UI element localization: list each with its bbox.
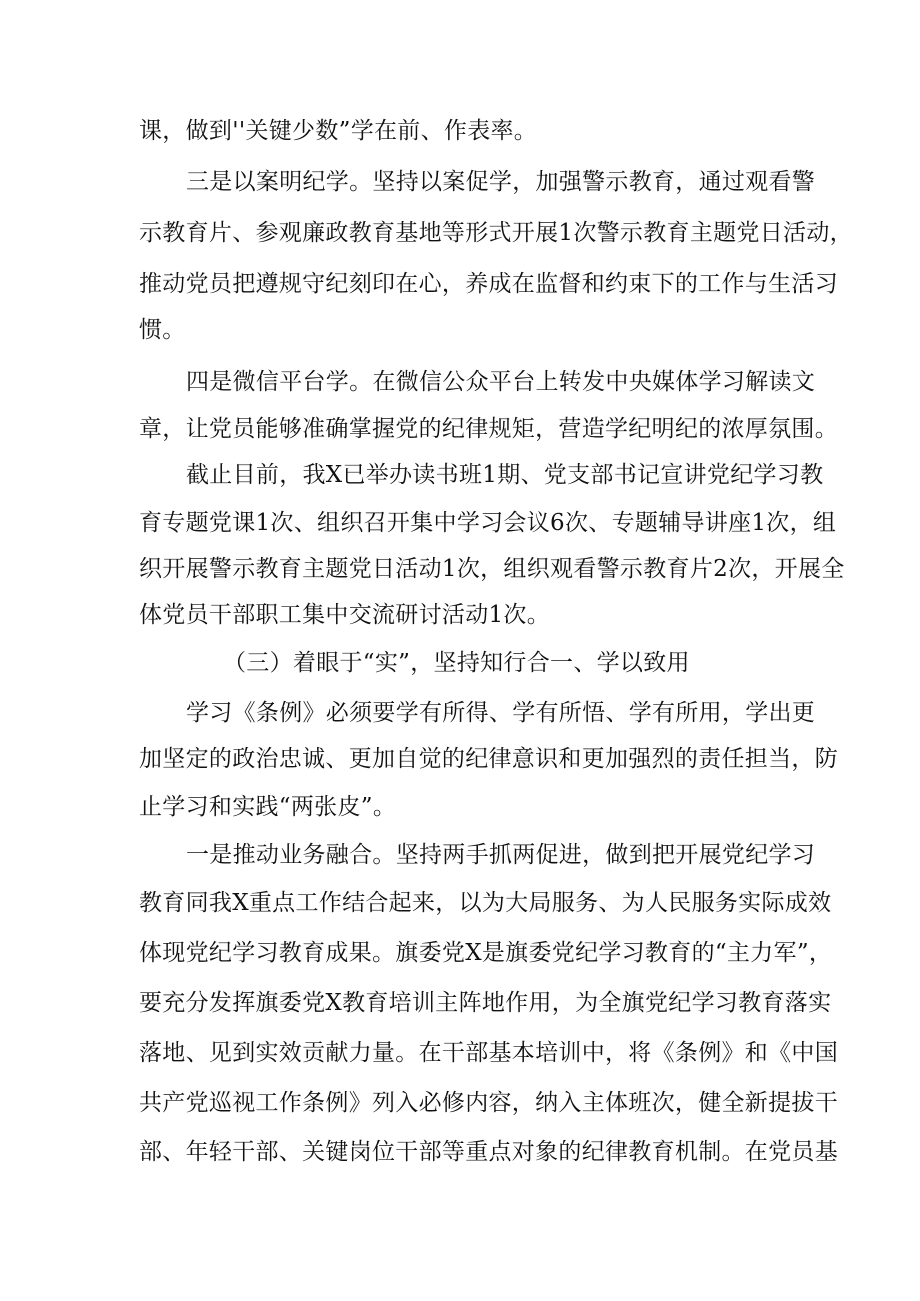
line-text: 共产党巡视工作条例》列入必修内容，纳入主体班次，健全新提拔干 <box>139 1090 838 1116</box>
line-text: 部、年轻干部、关键岗位干部等重点对象的纪律教育机制。在党员基 <box>139 1139 838 1165</box>
text-line <box>0 508 920 538</box>
section-heading <box>0 648 920 678</box>
paragraph-first-line <box>0 167 920 197</box>
line-text: 教育同我X重点工作结合起来，以为大局服务、为人民服务实际成效 <box>139 890 832 916</box>
text-line <box>0 116 920 146</box>
text-line <box>0 600 920 630</box>
line-text: 育专题党课1次、组织召开集中学习会议6次、专题辅导讲座1次，组 <box>139 510 837 536</box>
line-text: 惯。 <box>139 317 186 343</box>
text-line <box>0 414 920 444</box>
text-line <box>0 988 920 1018</box>
line-text: 织开展警示教育主题党日活动1次，组织观看警示教育片2次，开展全 <box>139 556 845 582</box>
line-text: 推动党员把遵规守纪刻印在心，养成在监督和约束下的工作与生活习 <box>139 271 838 297</box>
text-line <box>0 315 920 345</box>
line-text: 止学习和实践“两张皮”。 <box>139 794 397 820</box>
line-text: 落地、见到实效贡献力量。在干部基本培训中，将《条例》和《中国 <box>139 1040 838 1066</box>
text-line <box>0 938 920 968</box>
paragraph-first-line <box>0 460 920 490</box>
text-line <box>0 1137 920 1167</box>
text-line <box>0 1038 920 1068</box>
line-text: 四是微信平台学。在微信公众平台上转发中央媒体学习解读文 <box>186 369 816 395</box>
section-heading-text: （三）着眼于“实”，坚持知行合一、学以致用 <box>223 650 690 676</box>
text-line <box>0 888 920 918</box>
paragraph-first-line <box>0 840 920 870</box>
text-line <box>0 269 920 299</box>
line-text: 体现党纪学习教育成果。旗委党X是旗委党纪学习教育的“主力军”， <box>139 940 833 966</box>
paragraph-first-line <box>0 367 920 397</box>
paragraph-first-line <box>0 698 920 728</box>
line-text: 三是以案明纪学。坚持以案促学，加强警示教育，通过观看警 <box>186 169 816 195</box>
text-line <box>0 1088 920 1118</box>
line-text: 加坚定的政治忠诚、更加自觉的纪律意识和更加强烈的责任担当，防 <box>139 746 838 772</box>
text-line <box>0 792 920 822</box>
line-text: 截止目前，我X已举办读书班1期、党支部书记宣讲党纪学习教 <box>186 462 824 488</box>
line-text: 学习《条例》必须要学有所得、学有所悟、学有所用，学出更 <box>186 700 816 726</box>
line-text: 章，让党员能够准确掌握党的纪律规矩，营造学纪明纪的浓厚氛围。 <box>139 416 838 442</box>
line-text: 要充分发挥旗委党X教育培训主阵地作用，为全旗党纪学习教育落实 <box>139 990 832 1016</box>
line-text: 一是推动业务融合。坚持两手抓两促进，做到把开展党纪学习 <box>186 842 816 868</box>
text-line <box>0 554 920 584</box>
line-text: 示教育片、参观廉政教育基地等形式开展1次警示教育主题党日活动， <box>139 220 853 246</box>
line-text: 体党员干部职工集中交流研讨活动1次。 <box>139 602 551 628</box>
text-line <box>0 218 920 248</box>
line-text: 课，做到''关键少数”学在前、作表率。 <box>139 118 538 144</box>
text-line <box>0 744 920 774</box>
